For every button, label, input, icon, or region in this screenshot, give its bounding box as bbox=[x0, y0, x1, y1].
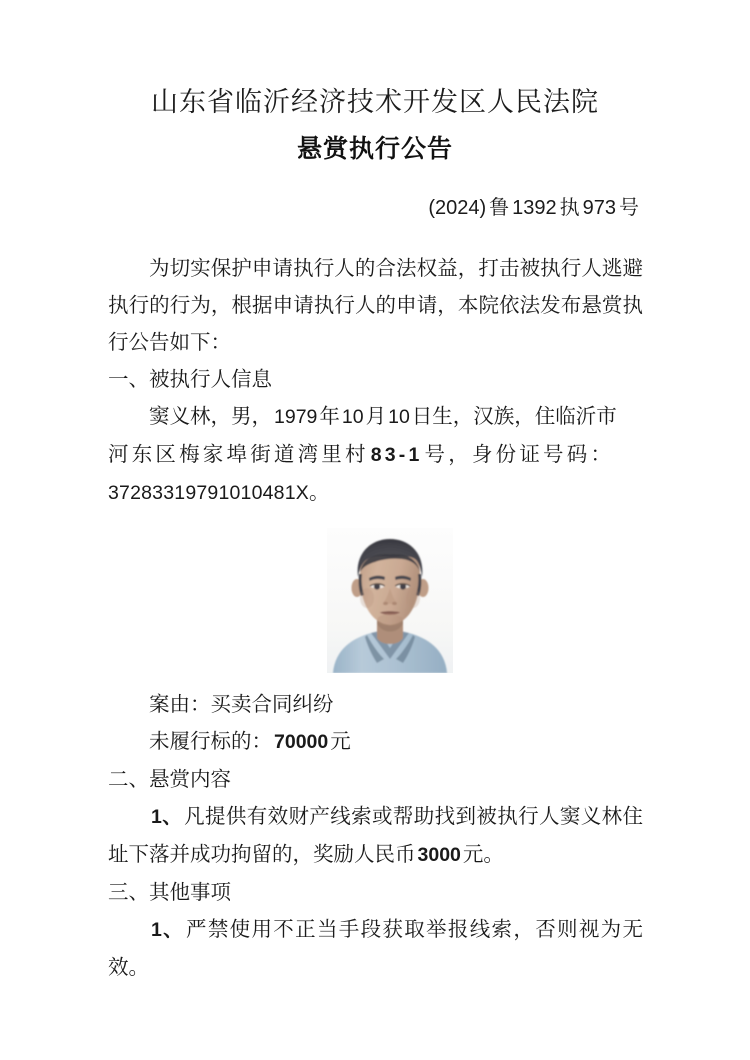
section-heading-reward-content: 二、悬赏内容 bbox=[108, 767, 231, 791]
person-birth-day: 10 bbox=[388, 406, 410, 428]
person-info-line-2 bbox=[108, 436, 643, 474]
person-birth-year: 1979 bbox=[274, 406, 318, 428]
other-matter-item-1 bbox=[108, 911, 643, 986]
person-birth-month-unit: 月 bbox=[365, 404, 387, 428]
court-name-title: 山东省临沂经济技术开发区人民法院 bbox=[151, 87, 599, 118]
notice-title: 悬赏执行公告 bbox=[296, 134, 453, 163]
case-number-court-code: 1392 bbox=[512, 197, 557, 219]
preamble-paragraph: 为切实保护申请执行人的合法权益，打击被执行人逃避执行的行为，根据申请执行人的申请，本院依法发布悬赏执行公告如下： bbox=[108, 256, 643, 354]
unpaid-unit: 元 bbox=[330, 729, 351, 753]
person-photo bbox=[327, 528, 453, 673]
person-info-line-3 bbox=[108, 474, 643, 512]
person-birth-year-unit: 年 bbox=[319, 404, 340, 428]
unpaid-amount: 70000 bbox=[274, 731, 329, 753]
reward-item-1-amount: 3000 bbox=[417, 844, 461, 866]
document-body-lower bbox=[108, 686, 643, 986]
person-address-prefix: 住临沂市 bbox=[534, 404, 617, 428]
person-address-suffix: 号， bbox=[424, 442, 472, 466]
person-address-number: 83-1 bbox=[370, 444, 423, 466]
section-heading-person-info: 一、被执行人信息 bbox=[108, 367, 272, 391]
case-cause-line bbox=[108, 686, 643, 723]
case-number-suffix: 号 bbox=[619, 195, 639, 219]
case-number-province: 鲁 bbox=[489, 195, 510, 219]
unpaid-label: 未履行标的： bbox=[149, 729, 272, 753]
other-matter-1-text: 严禁使用不正当手段获取举报线索，否则视为无效。 bbox=[108, 917, 643, 979]
case-cause-value: 买卖合同纠纷 bbox=[210, 692, 334, 716]
reward-item-1-marker: 1、 bbox=[151, 806, 183, 828]
person-id-suffix: 。 bbox=[308, 480, 330, 504]
case-number-year: (2024) bbox=[428, 197, 487, 219]
reward-item-1-text: 凡提供有效财产线索或帮助找到被执行人窦义林住址下落并成功拘留的，奖励人民币 bbox=[108, 804, 643, 866]
person-info-line-1: 窦义林，男， 1979年 10月 10日生，汉族，住临沂市 bbox=[149, 404, 617, 428]
person-address-detail: 河东区梅家埠街道湾里村 bbox=[108, 442, 369, 466]
reward-item-1 bbox=[108, 798, 643, 874]
person-ethnicity: 汉族 bbox=[473, 404, 515, 428]
case-number bbox=[108, 193, 642, 222]
case-cause-label: 案由： bbox=[149, 692, 211, 716]
person-birth-month: 10 bbox=[341, 406, 364, 428]
case-number-serial: 973 bbox=[582, 197, 616, 219]
document-body bbox=[108, 250, 643, 512]
other-matter-1-marker: 1、 bbox=[151, 919, 184, 941]
case-number-type: 执 bbox=[559, 195, 580, 219]
person-birth-day-unit: 日生 bbox=[411, 404, 453, 428]
person-photo-container bbox=[327, 528, 453, 673]
person-gender: 男 bbox=[231, 404, 252, 428]
person-id-number: 37283319791010481X bbox=[108, 482, 309, 504]
person-name: 窦义林 bbox=[149, 404, 211, 428]
person-id-label: 身份证号码： bbox=[471, 442, 615, 466]
section-heading-other-matters: 三、其他事项 bbox=[108, 880, 231, 904]
reward-item-1-text-end: 元。 bbox=[462, 842, 504, 866]
unpaid-amount-line bbox=[108, 723, 643, 761]
